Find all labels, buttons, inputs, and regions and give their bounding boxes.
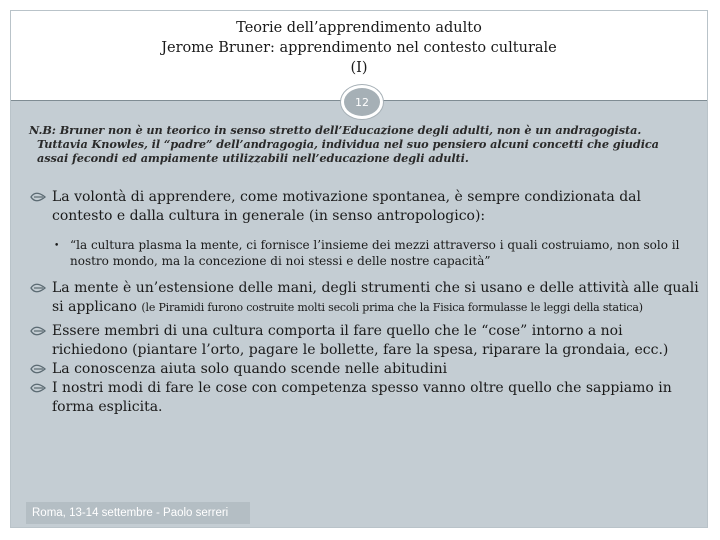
title-line-1: Teorie dell’apprendimento adulto — [236, 20, 482, 36]
bullet-4-line-1: La conoscenza aiuta solo quando scende nelle abitudini — [52, 361, 448, 377]
bullet-2-aside: (le Piramidi furono costruite molti secoli prima che la Fisica formulasse le leggi della statica) — [141, 301, 643, 314]
note-line-3: assai fecondi ed ampiamente utilizzabili nell’educazione degli adulti. — [37, 151, 469, 165]
note-paragraph — [29, 123, 684, 165]
sub-bullet-dot-icon: • — [54, 241, 60, 251]
sub-bullet-line-1: “la cultura plasma la mente, ci fornisce l’insieme dei mezzi attraverso i quali costruiamo, non solo il — [70, 238, 680, 252]
ornamental-bullet-icon — [30, 190, 46, 204]
bullet-2-line-2 — [52, 298, 690, 317]
bullet-list — [30, 188, 699, 417]
bullet-3-line-1: Essere membri di una cultura comporta il fare quello che le “cose” intorno a noi — [52, 323, 623, 339]
ornamental-bullet-icon — [30, 281, 46, 295]
ornamental-bullet-icon — [30, 381, 46, 395]
note-line-1: N.B: Bruner non è un teorico in senso stretto dell’Educazione degli adulti, non è un andragogista. — [29, 123, 642, 137]
bullet-item-5 — [30, 379, 690, 417]
bullet-1-line-2: contesto e dalla cultura in generale (in senso antropologico): — [52, 208, 486, 224]
sub-bullet-line-2: nostro mondo, ma la concezione di noi stessi e delle nostre capacità” — [70, 254, 491, 268]
ornamental-bullet-icon — [30, 324, 46, 338]
bullet-3-line-2: richiedono (piantare l’orto, pagare le bollette, fare la spesa, riparare la grondaia, ecc.) — [52, 342, 669, 358]
bullet-5-line-1: I nostri modi di fare le cose con competenza spesso vanno oltre quello che sappiamo in — [52, 380, 672, 396]
bullet-item-2 — [30, 279, 699, 317]
slide-footer: Roma, 13-14 settembre - Paolo serreri — [26, 502, 250, 524]
sub-bullet-item-1 — [30, 237, 690, 269]
slide-number-badge: 12 — [341, 85, 383, 119]
bullet-1-line-1: La volontà di apprendere, come motivazione spontanea, è sempre condizionata dal — [52, 189, 641, 205]
bullet-2-line-2-main: si applicano — [52, 299, 142, 315]
bullet-5-line-2: forma esplicita. — [52, 399, 163, 415]
bullet-item-4 — [30, 360, 690, 379]
note-line-2: Tuttavia Knowles, il “padre” dell’andragogia, individua nel suo pensiero alcuni concetti che giudica — [37, 137, 659, 151]
bullet-2-line-1: La mente è un’estensione delle mani, degli strumenti che si usano e delle attività alle quali — [52, 280, 699, 296]
title-line-2: Jerome Bruner: apprendimento nel contesto culturale — [161, 40, 557, 56]
title-line-3: (I) — [350, 60, 368, 76]
bullet-item-3 — [30, 322, 690, 360]
ornamental-bullet-icon — [30, 362, 46, 376]
bullet-item-1 — [30, 188, 690, 226]
